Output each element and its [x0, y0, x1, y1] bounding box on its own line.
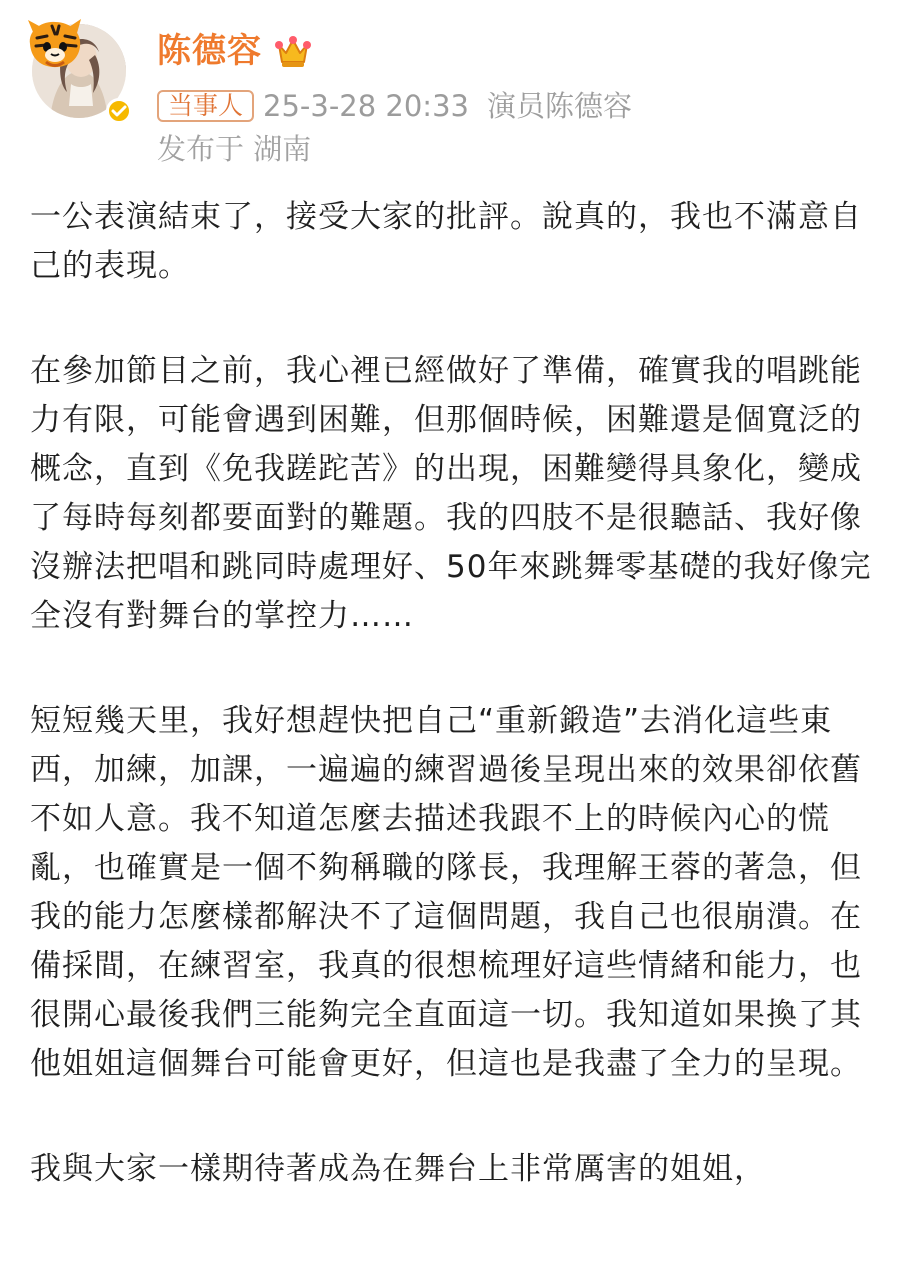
post-paragraph: 在參加節目之前，我心裡已經做好了準備，確實我的唱跳能力有限，可能會遇到困難，但那個時候，困難還是個寬泛的概念，直到《免我蹉跎苦》的出現，困難變得具象化，變成了每時每刻都要面對的難題。我的四肢不是很聽話、我好像沒辦法把唱和跳同時處理好、50年來跳舞零基礎的我好像完全沒有對舞台的掌控力……: [30, 353, 872, 634]
tiger-sticker-icon: [22, 14, 88, 72]
party-badge: 当事人: [157, 90, 254, 122]
author-avatar[interactable]: [22, 14, 134, 126]
post-content: [30, 193, 880, 1194]
post-paragraph: 我與大家一樣期待著成為在舞台上非常厲害的姐姐，: [30, 1151, 766, 1187]
post-header: [0, 0, 908, 180]
post-paragraph: 短短幾天里，我好想趕快把自己“重新鍛造”去消化這些東西，加練，加課，一遍遍的練習過後呈現出來的效果卻依舊不如人意。我不知道怎麼去描述我跟不上的時候內心的慌亂，也確實是一個不夠稱職的隊長，我理解王蓉的著急，但我的能力怎麼樣都解決不了這個問題，我自己也很崩潰。在備採間，在練習室，我真的很想梳理好這些情緒和能力，也很開心最後我們三能夠完全直面這一切。我知道如果換了其他姐姐這個舞台可能會更好，但這也是我盡了全力的呈現。: [30, 703, 862, 1082]
post-paragraph: 一公表演結束了，接受大家的批評。說真的，我也不滿意自己的表現。: [30, 199, 862, 284]
author-name[interactable]: 陈德容: [157, 31, 262, 71]
verified-badge-icon: [106, 98, 132, 124]
post-timestamp: 25-3-28 20:33: [263, 89, 469, 123]
crown-icon: [274, 33, 312, 69]
author-role: 演员陈德容: [487, 89, 633, 123]
post-meta-row: [157, 86, 877, 126]
post-location: 发布于 湖南: [157, 132, 312, 166]
